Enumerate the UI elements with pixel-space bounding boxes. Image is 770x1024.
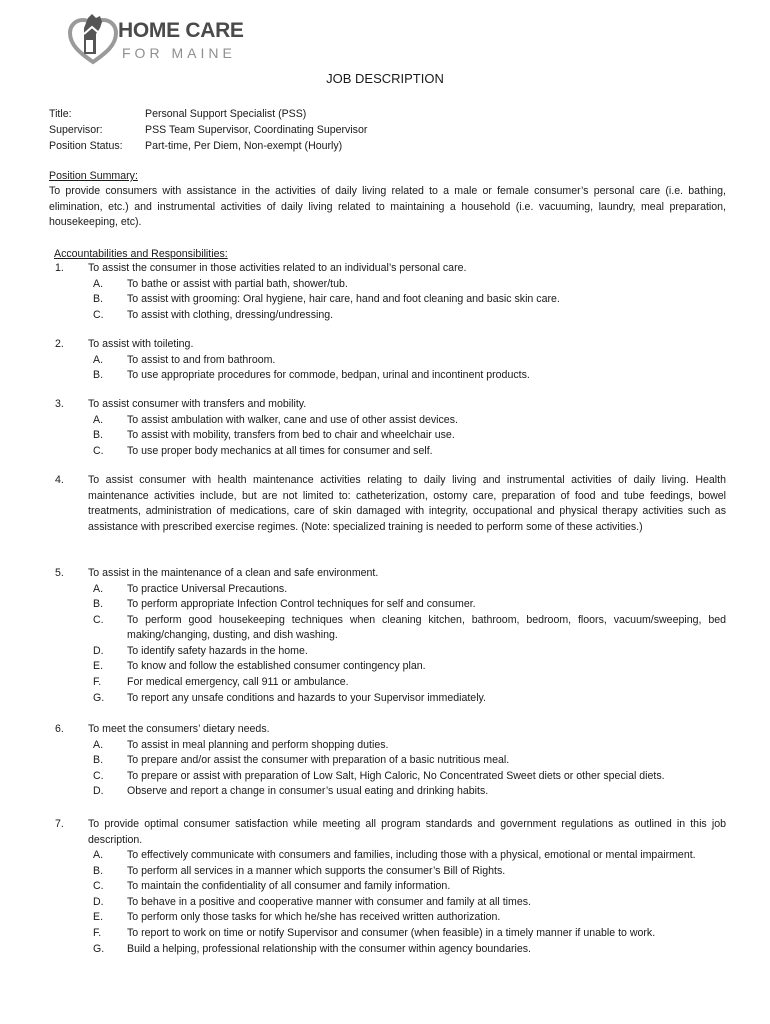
sub-item — [49, 644, 726, 660]
sub-letter: G. — [93, 691, 105, 704]
sub-item — [49, 659, 726, 675]
sub-letter: B. — [93, 293, 104, 306]
sub-text: To assist with grooming: Oral hygiene, hair care, hand and foot cleaning and basic skin care. — [127, 293, 560, 306]
sub-item — [49, 292, 726, 308]
sub-text: For medical emergency, call 911 or ambulance. — [127, 676, 349, 689]
meta-value: Personal Support Specialist (PSS) — [145, 108, 307, 120]
summary-text: To provide consumers with assistance in the activities of daily living related to a male or female consumer’s personal care (i.e. bathing, elimination, etc.) and instrumental activities of daily living related to maintaining a household (i.e. vacuuming, laundry, meal preparation, housekeeping, etc). — [49, 185, 726, 228]
sub-text: To report to work on time or notify Supervisor and consumer (when feasible) in a timely manner if unable to work. — [127, 926, 656, 939]
sub-letter: B. — [93, 598, 104, 611]
sub-text: To prepare and/or assist the consumer with preparation of a basic nutritious meal. — [127, 754, 510, 767]
meta-value: Part-time, Per Diem, Non-exempt (Hourly) — [145, 140, 343, 152]
item-text: To assist in the maintenance of a clean and safe environment. — [88, 567, 379, 579]
meta-row — [49, 138, 367, 154]
sub-item — [49, 428, 726, 444]
meta-label: Position Status: — [49, 140, 123, 152]
summary-heading: Position Summary: — [49, 170, 138, 182]
meta-row — [49, 122, 367, 138]
item-number: 5. — [55, 567, 64, 579]
sub-item — [49, 277, 726, 293]
position-meta — [49, 106, 367, 154]
sub-letter: A. — [93, 738, 104, 751]
sub-letter: B. — [93, 369, 104, 382]
sub-item — [49, 413, 726, 429]
sub-text: To bathe or assist with partial bath, shower/tub. — [127, 277, 348, 290]
sub-letter: B. — [93, 429, 104, 442]
sub-letter: C. — [93, 308, 104, 321]
logo-line2: FOR MAINE — [122, 45, 236, 61]
sub-letter: A. — [93, 277, 104, 290]
sub-letter: A. — [93, 849, 104, 861]
sub-letter: C. — [93, 769, 104, 782]
sub-item — [49, 613, 726, 644]
item-number: 3. — [55, 398, 64, 410]
maine-house-heart-icon — [66, 10, 120, 66]
sub-item — [49, 368, 726, 384]
sub-item — [49, 910, 726, 926]
sub-text: Observe and report a change in consumer’s usual eating and drinking habits. — [127, 785, 489, 798]
accountability-item — [49, 397, 726, 459]
sub-text: To assist in meal planning and perform shopping duties. — [127, 738, 389, 751]
sub-letter: G. — [93, 942, 105, 955]
sub-text: To perform all services in a manner which supports the consumer’s Bill of Rights. — [127, 864, 506, 877]
sub-item — [49, 926, 726, 942]
sub-text: To effectively communicate with consumers and families, including those with a physical, emotional or mental impairment. — [127, 849, 696, 861]
accountability-item — [49, 817, 726, 957]
sub-item — [49, 848, 726, 864]
accountability-item — [49, 261, 726, 323]
sub-item — [49, 308, 726, 324]
sub-letter: C. — [93, 880, 104, 893]
sub-item — [49, 769, 726, 785]
position-summary — [49, 168, 726, 231]
sub-item — [49, 784, 726, 800]
sub-item — [49, 691, 726, 707]
sub-item — [49, 864, 726, 880]
sub-letter: E. — [93, 660, 104, 673]
sub-letter: A. — [93, 353, 104, 366]
sub-item — [49, 753, 726, 769]
sub-text: To report any unsafe conditions and hazards to your Supervisor immediately. — [127, 691, 487, 704]
item-number: 7. — [55, 818, 64, 830]
sub-text: To prepare or assist with preparation of Low Salt, High Caloric, No Concentrated Sweet diets or other special diets. — [127, 769, 665, 782]
logo-line1: HOME CARE — [118, 19, 244, 42]
sub-text: To perform appropriate Infection Control techniques for self and consumer. — [127, 598, 476, 611]
sub-letter: E. — [93, 911, 104, 924]
item-text: To meet the consumers’ dietary needs. — [88, 723, 270, 735]
sub-letter: F. — [93, 676, 102, 689]
meta-value: PSS Team Supervisor, Coordinating Supervisor — [145, 124, 368, 136]
accountability-item — [49, 566, 726, 706]
sub-item — [49, 895, 726, 911]
company-logo — [66, 10, 266, 66]
sub-letter: D. — [93, 644, 104, 657]
sub-text: To identify safety hazards in the home. — [127, 644, 308, 657]
item-text: To assist the consumer in those activities related to an individual’s personal care. — [88, 262, 467, 274]
sub-item — [49, 444, 726, 460]
item-number: 2. — [55, 338, 64, 350]
sub-letter: B. — [93, 754, 104, 767]
accountability-item — [49, 473, 726, 535]
item-number: 1. — [55, 262, 64, 274]
meta-row — [49, 106, 367, 122]
sub-letter: C. — [93, 444, 104, 457]
sub-item — [49, 675, 726, 691]
sub-text: To perform only those tasks for which he/she has received written authorization. — [127, 911, 501, 924]
sub-item — [49, 353, 726, 369]
sub-letter: A. — [93, 413, 104, 426]
meta-label: Supervisor: — [49, 124, 103, 136]
item-text: To assist consumer with transfers and mobility. — [88, 398, 307, 410]
sub-text: To practice Universal Precautions. — [127, 582, 288, 595]
sub-letter: A. — [93, 582, 104, 595]
item-text: To assist consumer with health maintenance activities relating to daily living and instrumental activities of daily living. Health maintenance activities include, but are not limited to: catheterization, ostomy care, preparation of food and tube feedings, bowel treatments, administration of medications, care of skin damaged with integrity, occupational and physical therapy activities such as assistance with prescribed exercise regimes. (Note: specialized training is needed to perform some of these activities.) — [88, 474, 726, 533]
sub-text: Build a helping, professional relationship with the consumer within agency boundaries. — [127, 942, 531, 955]
item-text: To assist with toileting. — [88, 338, 194, 350]
sub-item — [49, 738, 726, 754]
sub-letter: B. — [93, 864, 104, 877]
sub-text: To assist ambulation with walker, cane and use of other assist devices. — [127, 413, 458, 426]
sub-letter: D. — [93, 785, 104, 798]
sub-text: To use appropriate procedures for commode, bedpan, urinal and incontinent products. — [127, 369, 530, 382]
sub-item — [49, 942, 726, 958]
sub-text: To know and follow the established consumer contingency plan. — [127, 660, 426, 673]
item-number: 4. — [55, 474, 64, 486]
accountabilities-heading: Accountabilities and Responsibilities: — [54, 248, 228, 260]
meta-label: Title: — [49, 108, 72, 120]
sub-text: To assist with clothing, dressing/undressing. — [127, 308, 334, 321]
sub-text: To perform good housekeeping techniques when cleaning kitchen, bathroom, bedroom, floors, vacuum/sweeping, bed making/changing, dusting, and dish washing. — [127, 613, 726, 642]
sub-text: To maintain the confidentiality of all consumer and family information. — [127, 880, 451, 893]
accountability-item — [49, 722, 726, 800]
sub-item — [49, 597, 726, 613]
document-title: JOB DESCRIPTION — [326, 71, 444, 86]
accountability-item — [49, 337, 726, 384]
sub-item — [49, 879, 726, 895]
sub-letter: C. — [93, 613, 104, 626]
item-number: 6. — [55, 723, 64, 735]
sub-item — [49, 582, 726, 598]
sub-text: To assist to and from bathroom. — [127, 353, 276, 366]
sub-letter: F. — [93, 926, 102, 939]
sub-text: To use proper body mechanics at all times for consumer and self. — [127, 444, 433, 457]
item-text: To provide optimal consumer satisfaction while meeting all program standards and government regulations as outlined in this job description. — [88, 818, 726, 846]
sub-text: To assist with mobility, transfers from bed to chair and wheelchair use. — [127, 429, 455, 442]
sub-letter: D. — [93, 895, 104, 908]
sub-text: To behave in a positive and cooperative manner with consumer and family at all times. — [127, 895, 531, 908]
